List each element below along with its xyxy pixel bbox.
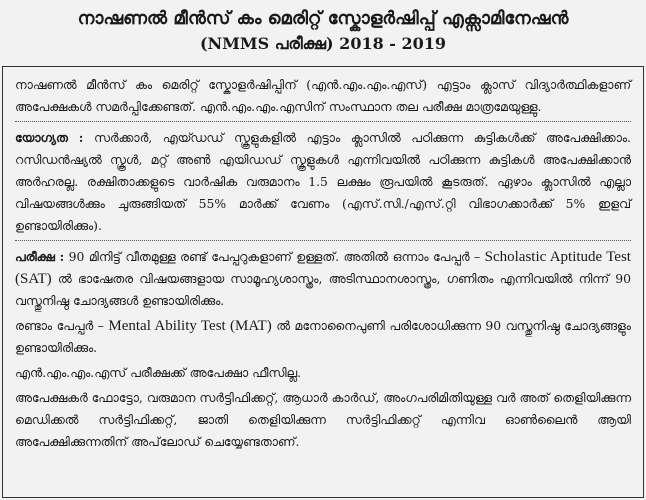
paper2-text-1: രണ്ടാം പേപ്പർ – (15, 318, 104, 333)
intro-paragraph: നാഷണൽ മീൻസ് കം മെരിറ്റ് സ്കോളർഷിപ്പിന് (എൻ.എം.എം.എസ്) എട്ടാം ക്ലാസ് വിദ്യാർത്ഥികളാണ് അപേക്ഷകൾ സമർപ്പിക്കേണ്ടത്. എൻ.എം.എം.എസിന് സംസ്ഥാന തല പരീക്ഷ മാത്രമേയുള്ളു. (15, 77, 631, 114)
eligibility-label: യോഗ്യത : (15, 130, 84, 145)
page-subtitle: (NMMS പരീക്ഷ) 2018 - 2019 (199, 34, 447, 53)
exam-paragraph (15, 246, 631, 312)
exam-label: പരീക്ഷ : (15, 249, 65, 264)
page-title: നാഷണൽ മീൻസ് കം മെരിറ്റ് സ്കോളർഷിപ്പ് എക്സാമിനേഷൻ (77, 8, 569, 29)
eligibility-text: സർക്കാർ, എയ്ഡഡ് സ്കൂളുകളിൽ എട്ടാം ക്ലാസിൽ പഠിക്കുന്ന കുട്ടികൾക്ക് അപേക്ഷിക്കാം. റസിഡൻഷ്യൽ സ്കൂൾ, മറ്റ് അൺ എയിഡഡ് സ്കൂളുകൾ എന്നിവയിൽ പഠിക്കുന്ന കുട്ടികൾ അപേക്ഷിക്കാൻ അർഹരല്ല. രക്ഷിതാക്കളുടെ വാർഷിക വരുമാനം 1.5 ലക്ഷം രൂപയിൽ കൂടരുത്. ഏഴാം ക്ലാസിൽ എല്ലാ വിഷയങ്ങൾക്കും ചുരുങ്ങിയത് 55% മാർക്ക് വേണം (എസ്.സി./എസ്.റ്റി വിഭാഗക്കാർക്ക് 5% ഇളവ് ഉണ്ടായിരിക്കും). (15, 130, 631, 233)
fee-paragraph: എൻ.എം.എം.എസ് പരീക്ഷക്ക് അപേക്ഷാ ഫീസില്ല. (15, 365, 302, 380)
exam-text-1: 90 മിനിട്ട് വീതമുള്ള രണ്ട് പേപ്പറുകളാണ് ഉള്ളത്. അതിൽ ഒന്നാം പേപ്പർ – (68, 249, 481, 264)
eligibility-paragraph (15, 127, 631, 237)
divider (15, 240, 631, 241)
exam-text-2: ൽ ഭാഷേതര വിഷയങ്ങളായ സാമൂഹ്യശാസ്ത്രം, അടിസ്ഥാനശാസ്ത്രം, ഗണിതം എന്നിവയിൽ നിന്ന് 90 വസ്തുനിഷ്ഠ ചോദ്യങ്ങൾ ഉണ്ടായിരിക്കും. (15, 271, 631, 308)
paper2-text-2: ൽ മനോനൈപുണി പരിശോധിക്കുന്ന 90 വസ്തുനിഷ്ഠ ചോദ്യങ്ങളും ഉണ്ടായിരിക്കും. (15, 318, 631, 355)
header (0, 0, 646, 66)
mat-name: Mental Ability Test (MAT) (108, 318, 272, 334)
sat-name: Scholastic Aptitude Test (SAT) (15, 249, 631, 287)
divider (15, 121, 631, 122)
paper2-paragraph (15, 315, 631, 359)
content-box (2, 66, 644, 498)
documents-paragraph: അപേക്ഷകർ ഫോട്ടോ, വരുമാന സർട്ടിഫിക്കറ്റ്, ആധാർ കാർഡ്, അംഗപരിമിതിയുള്ള വർ അത് തെളിയിക്കുന്ന മെഡിക്കൽ സർട്ടിഫിക്കറ്റ്, ജാതി തെളിയിക്കുന്ന സർട്ടിഫിക്കറ്റ് എന്നിവ ഓൺലൈൻ ആയി അപേക്ഷിക്കുന്നതിന് അപ്‌ലോഡ് ചെയ്യേണ്ടതാണ്. (15, 390, 631, 449)
